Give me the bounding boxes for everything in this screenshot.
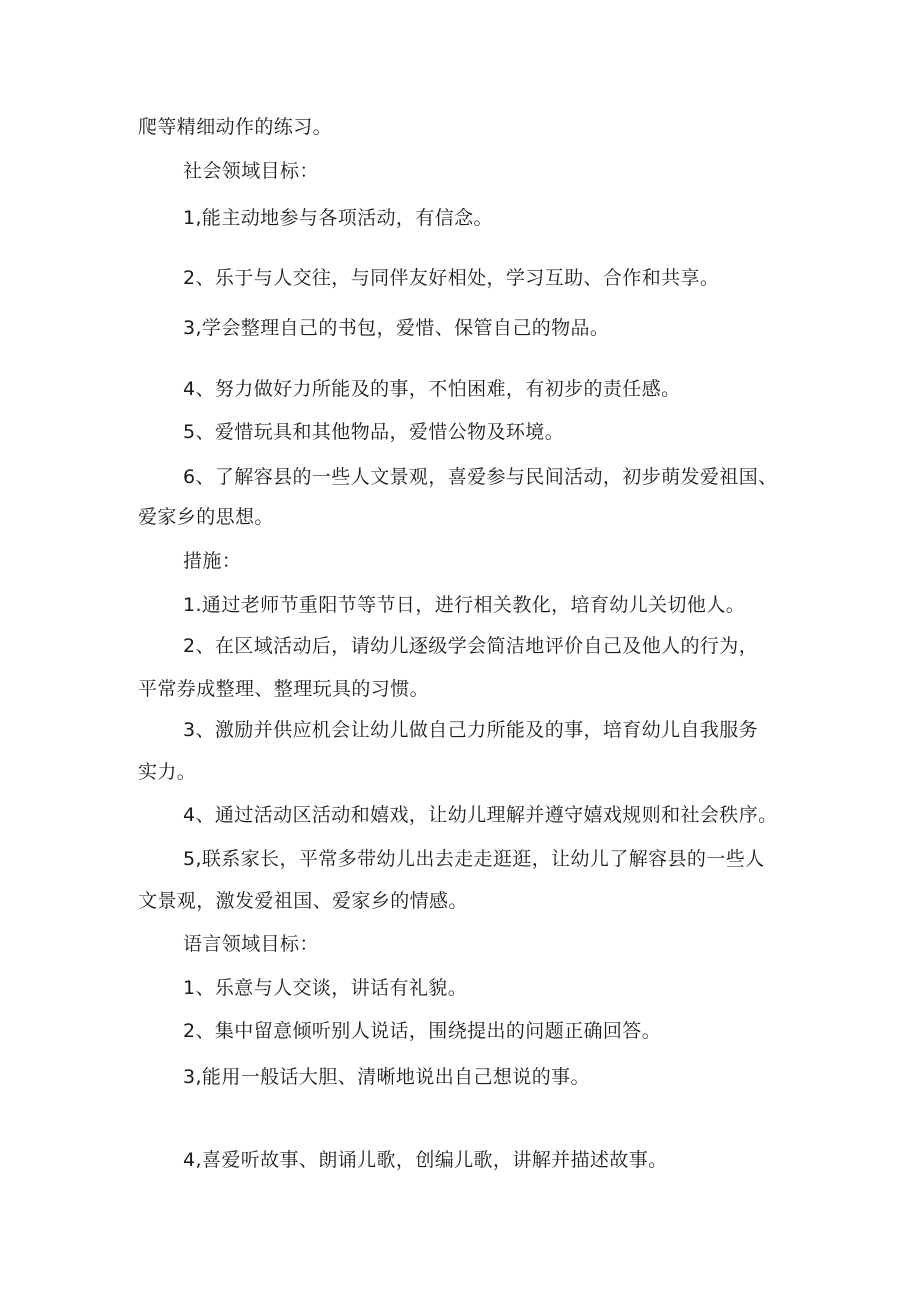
section-heading-social: 社会领域目标： [183,160,319,182]
text-line: 平常券成整理、整理玩具的习惯。 [138,678,430,700]
text-line: 1,能主动地参与各项活动，有信念。 [183,207,493,229]
text-line: 5,联系家长，平常多带幼儿出去走走逛逛，让幼儿了解容县的一些人 [183,848,765,870]
text-line: 3,学会整理自己的书包，爱惜、保管自己的物品。 [183,317,610,339]
text-line: 1.通过老师节重阳节等节日，进行相关教化，培育幼儿关切他人。 [183,594,746,616]
text-line: 爬等精细动作的练习。 [138,116,333,138]
text-line: 爱家乡的思想。 [138,506,274,528]
section-heading-measures: 措施： [183,550,242,572]
text-line: 2、乐于与人交往，与同伴友好相处，学习互助、合作和共享。 [183,267,720,289]
text-line: 3、激励并供应机会让幼儿做自己力所能及的事，培育幼儿自我服务 [183,719,759,741]
text-line: 2、在区域活动后，请幼儿逐级学会简洁地评价自己及他人的行为， [183,635,759,657]
section-heading-language: 语言领域目标： [183,933,319,955]
text-line: 5、爱惜玩具和其他物品，爱惜公物及环境。 [183,421,565,443]
text-line: 文景观，激发爱祖国、爱家乡的情感。 [138,890,468,912]
text-line: 6、了解容县的一些人文景观，喜爱参与民间活动，初步萌发爱祖国、 [183,466,778,488]
text-line: 4、通过活动区活动和嬉戏，让幼儿理解并遵守嬉戏规则和社会秩序。 [183,804,778,826]
text-line: 4,喜爱听故事、朗诵儿歌，创编儿歌，讲解并描述故事。 [183,1149,668,1171]
text-line: 4、努力做好力所能及的事，不怕困难，有初步的责任感。 [183,378,681,400]
text-line: 实力。 [138,761,197,783]
text-line: 1、乐意与人交谈，讲话有礼貌。 [183,977,468,999]
text-line: 3,能用一般话大胆、清晰地说出自己想说的事。 [183,1066,590,1088]
text-line: 2、集中留意倾听别人说话，围绕提出的问题正确回答。 [183,1020,662,1042]
